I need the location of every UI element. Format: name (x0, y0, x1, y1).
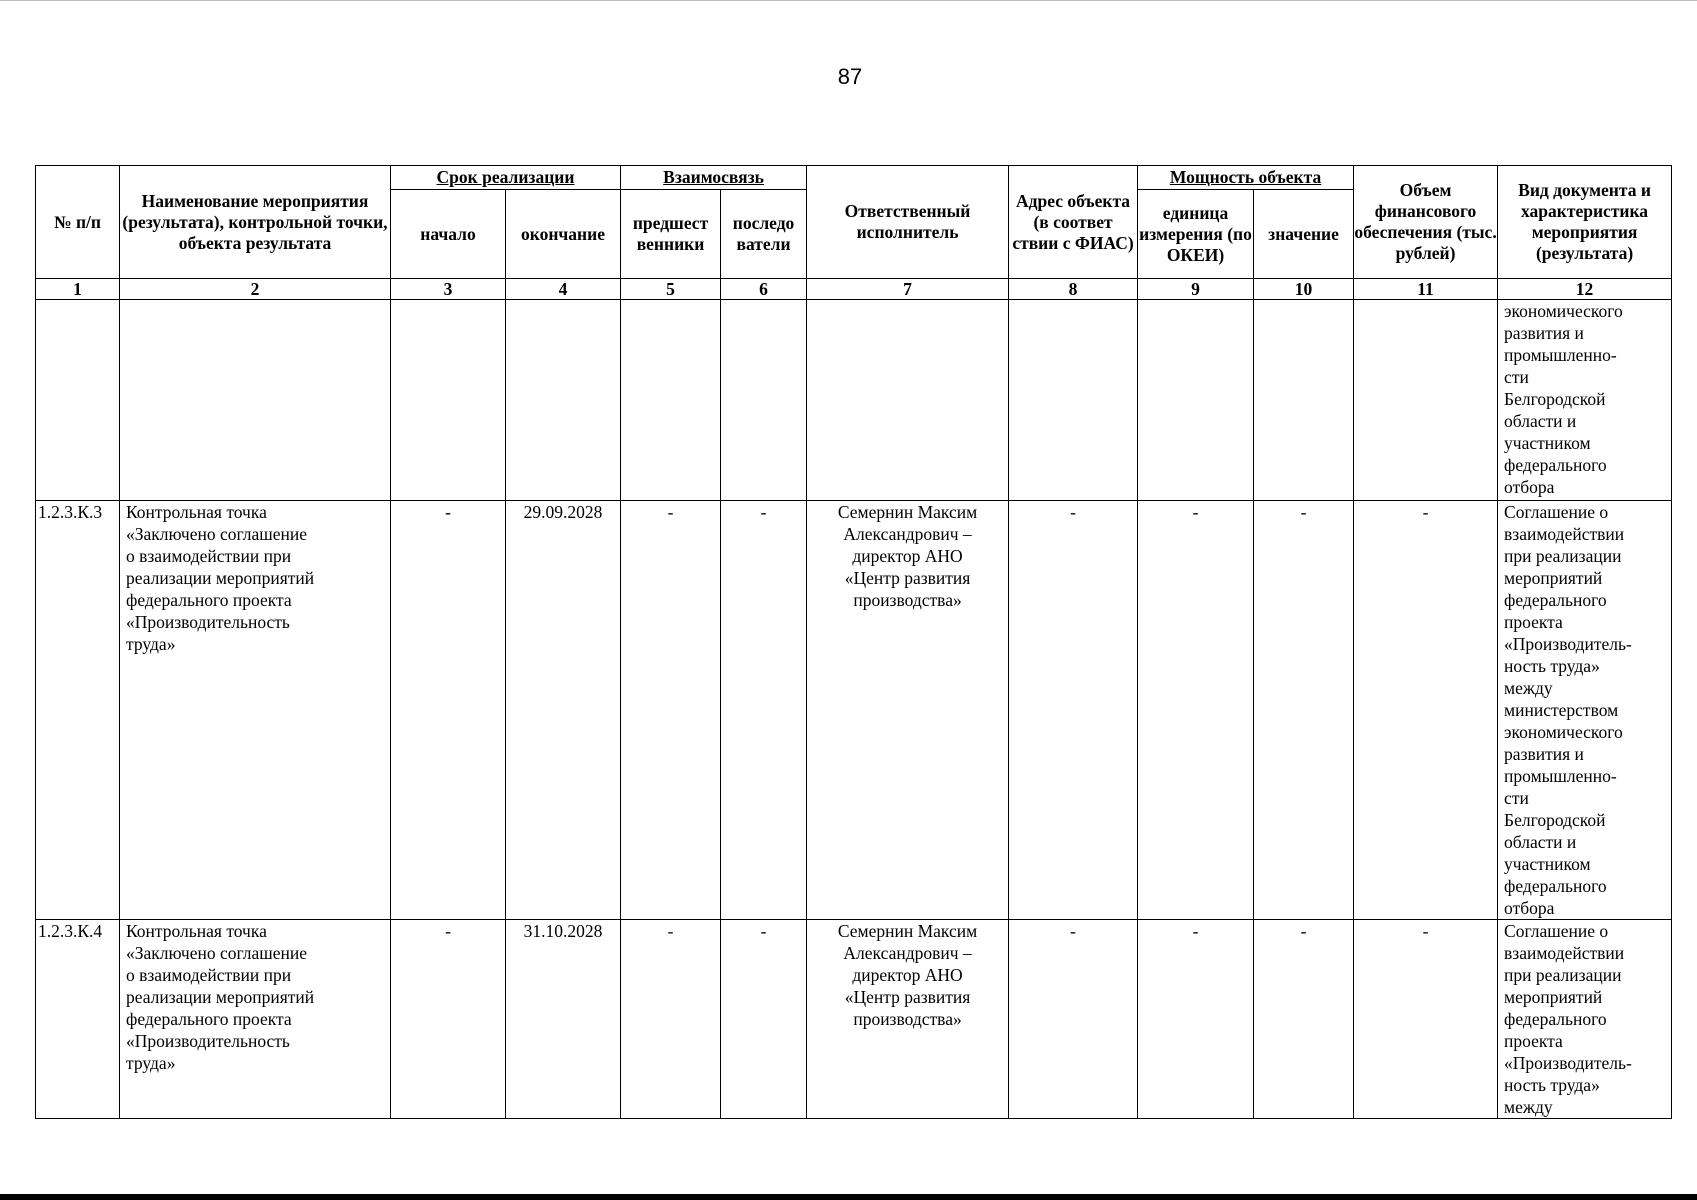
row-value: - (1254, 501, 1354, 920)
header-capacity-unit: единица измерения (по ОКЕИ) (1138, 190, 1254, 279)
row-unit (1138, 300, 1254, 501)
header-doc-type: Вид документа и характеристика мероприятия (результата) (1498, 166, 1672, 279)
column-number: 4 (506, 279, 621, 300)
column-number: 11 (1354, 279, 1498, 300)
row-address: - (1009, 501, 1138, 920)
measures-table (35, 165, 1672, 1119)
column-number: 9 (1138, 279, 1254, 300)
row-responsible (807, 300, 1009, 501)
column-number: 8 (1009, 279, 1138, 300)
row-finance: - (1354, 501, 1498, 920)
row-doc: Соглашение о взаимодействии при реализации мероприятий федерального проекта «Производитель- ность труда» между (1498, 920, 1672, 1119)
header-link-group: Взаимосвязь (621, 166, 807, 190)
row-code: 1.2.3.К.3 (36, 501, 120, 920)
row-end: 31.10.2028 (506, 920, 621, 1119)
row-start: - (391, 501, 506, 920)
header-finance: Объем финансового обеспечения (тыс. рублей) (1354, 166, 1498, 279)
column-number: 2 (120, 279, 391, 300)
header-name: Наименование мероприятия (результата), контрольной точки, объекта результата (120, 166, 391, 279)
row-doc: Соглашение о взаимодействии при реализации мероприятий федерального проекта «Производитель- ность труда» между министерством экономического развития и промышленно- сти Белгородской области и участником федерального отбора (1498, 501, 1672, 920)
header-responsible: Ответственный исполнитель (807, 166, 1009, 279)
row-code: 1.2.3.К.4 (36, 920, 120, 1119)
row-prev (621, 300, 721, 501)
row-name: Контрольная точка «Заключено соглашение о взаимодействии при реализации мероприятий федерального проекта «Производительность труда» (120, 920, 391, 1119)
row-responsible: Семернин Максим Александрович – директор АНО «Центр развития производства» (807, 920, 1009, 1119)
row-code (36, 300, 120, 501)
row-value: - (1254, 920, 1354, 1119)
column-number: 1 (36, 279, 120, 300)
header-term-start: начало (391, 190, 506, 279)
row-name: Контрольная точка «Заключено соглашение о взаимодействии при реализации мероприятий федерального проекта «Производительность труда» (120, 501, 391, 920)
column-number: 6 (721, 279, 807, 300)
row-start: - (391, 920, 506, 1119)
row-unit: - (1138, 501, 1254, 920)
row-finance (1354, 300, 1498, 501)
row-prev: - (621, 501, 721, 920)
row-end (506, 300, 621, 501)
scan-top-edge (0, 0, 1697, 1)
column-number: 10 (1254, 279, 1354, 300)
row-next: - (721, 920, 807, 1119)
row-doc: экономического развития и промышленно- сти Белгородской области и участником федерального отбора (1498, 300, 1672, 501)
row-next (721, 300, 807, 501)
row-start (391, 300, 506, 501)
row-name (120, 300, 391, 501)
row-next: - (721, 501, 807, 920)
column-number: 7 (807, 279, 1009, 300)
row-finance: - (1354, 920, 1498, 1119)
row-responsible: Семернин Максим Александрович – директор АНО «Центр развития производства» (807, 501, 1009, 920)
header-num: № п/п (36, 166, 120, 279)
table-row (36, 501, 1672, 920)
header-capacity-group: Мощность объекта (1138, 166, 1354, 190)
row-address (1009, 300, 1138, 501)
header-term-end: окончание (506, 190, 621, 279)
column-number: 12 (1498, 279, 1672, 300)
scan-bottom-edge (0, 1194, 1697, 1200)
column-number: 3 (391, 279, 506, 300)
column-number: 5 (621, 279, 721, 300)
row-end: 29.09.2028 (506, 501, 621, 920)
header-address: Адрес объекта (в соответ ствии с ФИАС) (1009, 166, 1138, 279)
row-prev: - (621, 920, 721, 1119)
row-address: - (1009, 920, 1138, 1119)
table-row (36, 920, 1672, 1119)
row-value (1254, 300, 1354, 501)
header-term-group: Срок реализации (391, 166, 621, 190)
header-capacity-value: значение (1254, 190, 1354, 279)
page-number: 87 (837, 64, 863, 89)
header-link-next: последо ватели (721, 190, 807, 279)
table-row (36, 300, 1672, 501)
row-unit: - (1138, 920, 1254, 1119)
header-link-prev: предшест венники (621, 190, 721, 279)
